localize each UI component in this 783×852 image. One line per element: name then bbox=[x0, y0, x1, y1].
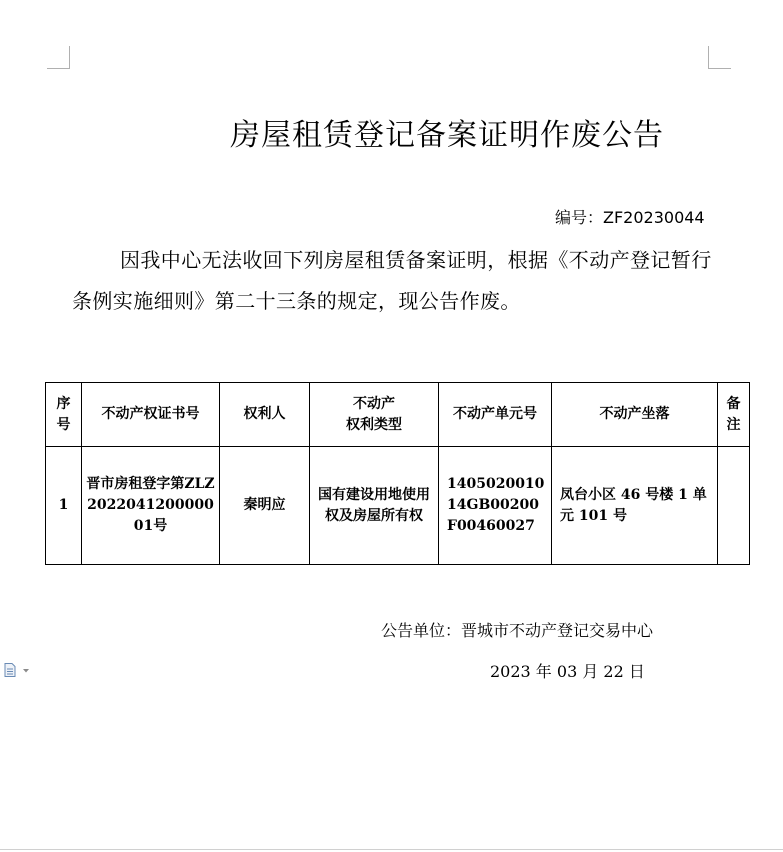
cell-right-type: 国有建设用地使用权及房屋所有权 bbox=[310, 447, 439, 565]
corner-mark-top-right bbox=[708, 46, 731, 69]
corner-mark-top-left bbox=[47, 46, 70, 69]
table-header-row bbox=[46, 383, 750, 447]
issuer-unit: 公告单位：晋城市不动产登记交易中心 bbox=[381, 621, 654, 640]
header-location: 不动产坐落 bbox=[552, 383, 718, 447]
document-title: 房屋租赁登记备案证明作废公告 bbox=[230, 118, 664, 153]
header-cert-no: 不动产权证书号 bbox=[82, 383, 220, 447]
header-holder: 权利人 bbox=[220, 383, 310, 447]
header-seq: 序号 bbox=[46, 383, 82, 447]
notice-table bbox=[45, 382, 750, 565]
cell-seq: 1 bbox=[46, 447, 82, 565]
issue-date: 2023 年 03 月 22 日 bbox=[490, 662, 645, 681]
document-number: 编号：ZF20230044 bbox=[555, 208, 705, 227]
header-remark: 备注 bbox=[718, 383, 750, 447]
header-right-type: 不动产 权利类型 bbox=[310, 383, 439, 447]
cell-unit-no: 140502001014GB00200F00460027 bbox=[439, 447, 552, 565]
cell-cert-no: 晋市房租登字第ZLZ202204120000001号 bbox=[82, 447, 220, 565]
cell-holder: 秦明应 bbox=[220, 447, 310, 565]
table-row bbox=[46, 447, 750, 565]
header-unit-no: 不动产单元号 bbox=[439, 383, 552, 447]
cell-location: 凤台小区 46 号楼 1 单元 101 号 bbox=[552, 447, 718, 565]
cell-remark bbox=[718, 447, 750, 565]
notice-body-text: 因我中心无法收回下列房屋租赁备案证明，根据《不动产登记暂行条例实施细则》第二十三条的规定，现公告作废。 bbox=[72, 248, 712, 313]
page-options-icon[interactable] bbox=[4, 663, 30, 677]
page-bottom-edge bbox=[0, 849, 783, 850]
